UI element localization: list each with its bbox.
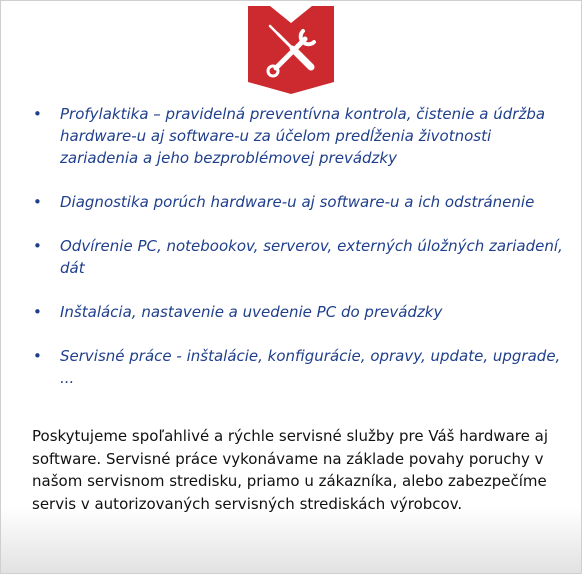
services-list xyxy=(33,103,563,411)
tools-badge xyxy=(248,6,334,94)
bullet: • xyxy=(33,193,42,211)
list-item xyxy=(33,235,563,279)
service-item-text: Profylaktika – pravidelná preventívna kontrola, čistenie a údržba hardware-u aj software-u za účelom predĺženia životnosti zariadenia a jeho bezproblémovej prevádzky xyxy=(60,105,546,167)
services-description: Poskytujeme spoľahlivé a rýchle servisné služby pre Váš hardware aj software. Servisné práce vykonávame na základe povahy poruchy v našom servisnom stredisku, priamo u zákazníka, alebo zabezpečíme servis v autorizovaných servisných strediskách výrobcov. xyxy=(32,427,548,513)
bullet: • xyxy=(33,105,42,123)
list-item xyxy=(33,191,563,213)
list-item xyxy=(33,345,563,389)
tools-icon xyxy=(248,6,334,94)
service-item-text: Inštalácia, nastavenie a uvedenie PC do prevádzky xyxy=(60,303,443,321)
bullet: • xyxy=(33,237,42,255)
service-item-text: Diagnostika porúch hardware-u aj software-u a ich odstránenie xyxy=(60,193,535,211)
bullet: • xyxy=(33,303,42,321)
list-item xyxy=(33,103,563,169)
bullet: • xyxy=(33,347,42,365)
service-item-text: Odvírenie PC, notebookov, serverov, externých úložných zariadení, dát xyxy=(60,237,563,277)
service-item-text: Servisné práce - inštalácie, konfigurácie, opravy, update, upgrade, ... xyxy=(60,347,561,387)
list-item xyxy=(33,301,563,323)
